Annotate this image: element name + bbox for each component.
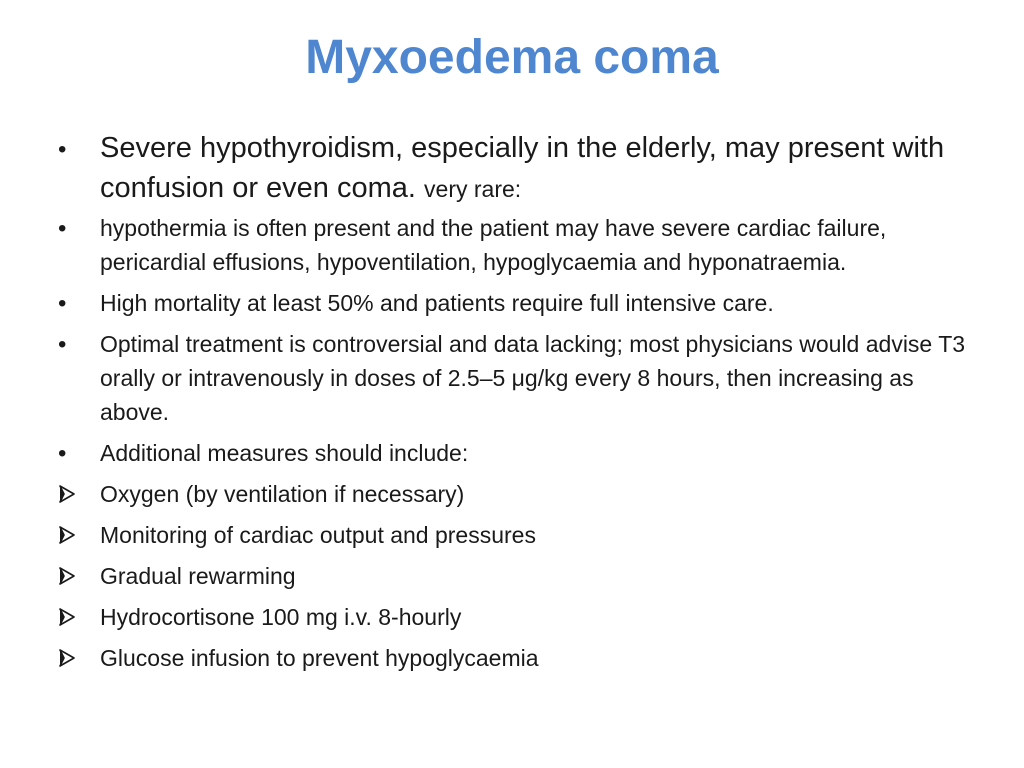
measure-text: Hydrocortisone 100 mg i.v. 8-hourly — [100, 604, 462, 630]
measure-text: Monitoring of cardiac output and pressures — [100, 522, 536, 548]
bullet-note: very rare: — [424, 176, 522, 202]
bullet-text: hypothermia is often present and the patient may have severe cardiac failure, pericardial effusions, hypoventilation, hypoglycaemia and hyponatraemia. — [100, 215, 887, 275]
bullet-list — [58, 128, 988, 682]
measure-text: Gradual rewarming — [100, 563, 296, 589]
bullet-text: High mortality at least 50% and patients require full intensive care. — [100, 290, 774, 316]
list-item — [58, 211, 988, 279]
measure-item — [58, 641, 988, 675]
list-item — [58, 327, 988, 429]
bullet-icon — [58, 128, 88, 170]
bullet-text: Optimal treatment is controversial and data lacking; most physicians would advise T3 orally or intravenously in doses of 2.5–5 μg/kg every 8 hours, then increasing as above. — [100, 331, 966, 425]
list-item — [58, 128, 988, 209]
bullet-text: Additional measures should include: — [100, 440, 469, 466]
list-item — [58, 286, 988, 320]
measure-item — [58, 477, 988, 511]
measure-text: Glucose infusion to prevent hypoglycaemia — [100, 645, 539, 671]
measure-item — [58, 600, 988, 634]
bullet-icon — [58, 286, 88, 321]
measure-item — [58, 518, 988, 552]
bullet-icon — [58, 436, 88, 471]
bullet-text: Severe hypothyroidism, especially in the elderly, may present with confusion or even coma. — [100, 132, 945, 204]
bullet-icon — [58, 211, 88, 246]
measure-item — [58, 559, 988, 593]
slide-title: Myxoedema coma — [305, 31, 719, 84]
bullet-icon — [58, 327, 88, 362]
measure-text: Oxygen (by ventilation if necessary) — [100, 481, 465, 507]
list-item — [58, 436, 988, 470]
